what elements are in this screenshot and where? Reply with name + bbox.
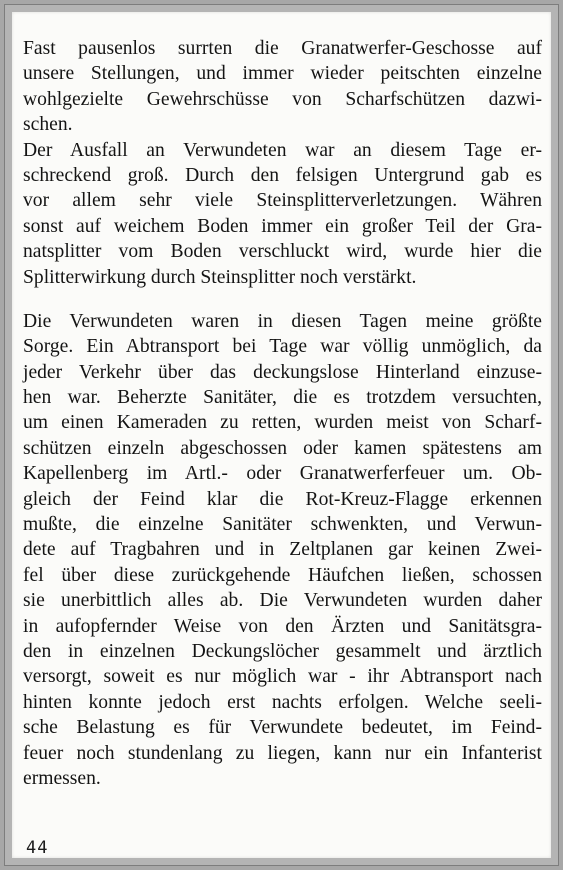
text-line: jeder Verkehr über das deckungslose Hinterland einzuse- bbox=[23, 361, 542, 383]
text-line: ermessen. bbox=[23, 767, 101, 789]
text-line: um einen Kameraden zu retten, wurden meist von Scharf- bbox=[23, 412, 542, 434]
text-line: den in einzelnen Deckungslöcher gesammelt und ärztlich bbox=[23, 640, 542, 662]
text-line: mußte, die einzelne Sanitäter schwenkten, und Verwun- bbox=[23, 514, 542, 536]
paragraph-2 bbox=[23, 138, 542, 290]
text-line: Die Verwundeten waren in diesen Tagen meine größte bbox=[23, 310, 542, 332]
text-line: schreckend groß. Durch den felsigen Untergrund gab es bbox=[23, 164, 542, 186]
page-frame bbox=[4, 4, 559, 866]
text-line: versorgt, soweit es nur möglich war - ihr Abtransport nach bbox=[23, 666, 542, 688]
text-line: schen. bbox=[23, 114, 73, 136]
book-page bbox=[12, 12, 551, 858]
text-line: in aufopfernder Weise von den Ärzten und Sanitätsgra- bbox=[23, 615, 542, 637]
paragraph-gap bbox=[23, 290, 542, 309]
text-line: Kapellenberg im Artl.- oder Granatwerferfeuer um. Ob- bbox=[23, 463, 542, 485]
text-line: sonst auf weichem Boden immer ein großer Teil der Gra- bbox=[23, 215, 542, 237]
text-line: fel über diese zurückgehende Häufchen ließen, schossen bbox=[23, 564, 542, 586]
text-line: unsere Stellungen, und immer wieder peitschten einzelne bbox=[23, 63, 542, 85]
text-line: feuer noch stundenlang zu liegen, kann nur ein Infanterist bbox=[23, 742, 542, 764]
text-line: Splitterwirkung durch Steinsplitter noch verstärkt. bbox=[23, 266, 417, 288]
text-line: dete auf Tragbahren und in Zeltplanen gar keinen Zwei- bbox=[23, 539, 542, 561]
paragraph-1 bbox=[23, 36, 542, 138]
text-line: sie unerbittlich alles ab. Die Verwundeten wurden daher bbox=[23, 590, 542, 612]
text-line: natsplitter vom Boden verschluckt wird, wurde hier die bbox=[23, 241, 542, 263]
page-number: 44 bbox=[26, 838, 49, 858]
text-line: schützen einzeln abgeschossen oder kamen spätestens am bbox=[23, 437, 542, 459]
text-line: vor allem sehr viele Steinsplitterverletzungen. Währen bbox=[23, 190, 542, 212]
text-line: gleich der Feind klar die Rot-Kreuz-Flagge erkennen bbox=[23, 488, 542, 510]
paragraph-3 bbox=[23, 309, 542, 791]
body-text bbox=[23, 36, 542, 791]
text-line: Der Ausfall an Verwundeten war an diesem Tage er- bbox=[23, 139, 542, 161]
text-line: Sorge. Ein Abtransport bei Tage war völlig unmöglich, da bbox=[23, 336, 542, 358]
text-line: Fast pausenlos surrten die Granatwerfer-Geschosse auf bbox=[23, 38, 542, 59]
text-line: wohlgezielte Gewehrschüsse von Scharfschützen dazwi- bbox=[23, 88, 542, 110]
text-line: hinten konnte jedoch erst nachts erfolgen. Welche seeli- bbox=[23, 691, 542, 713]
text-line: hen war. Beherzte Sanitäter, die es trotzdem versuchten, bbox=[23, 387, 542, 409]
text-line: sche Belastung es für Verwundete bedeutet, im Feind- bbox=[23, 717, 542, 739]
